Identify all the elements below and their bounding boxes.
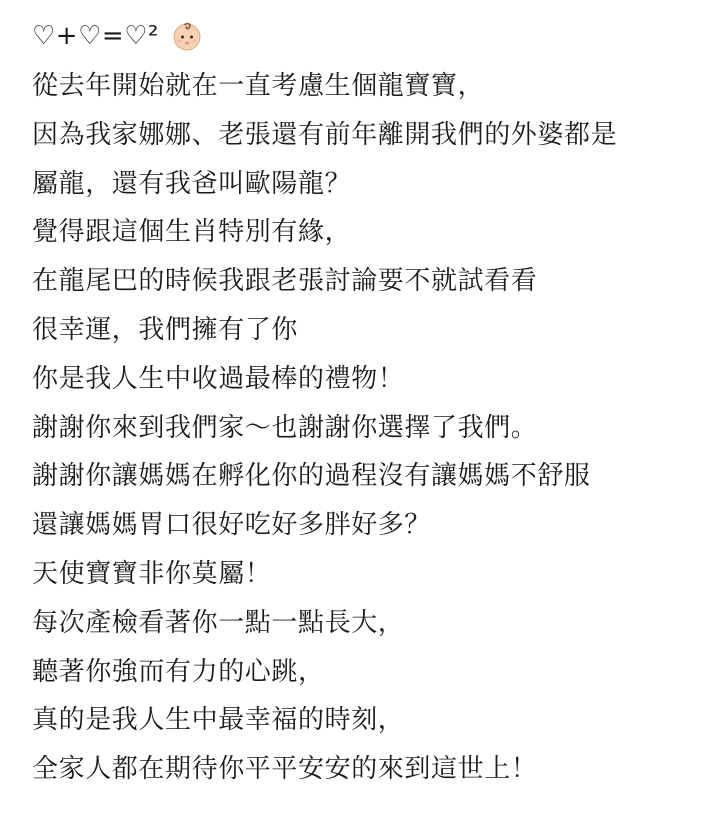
- post-line-11: 天使寶寶非你莫屬！: [32, 558, 272, 589]
- post-line-4: 覺得跟這個生肖特別有緣，: [32, 217, 352, 248]
- post-line-8: 謝謝你來到我們家～也謝謝你選擇了我們。: [32, 412, 538, 443]
- post-body: [32, 10, 702, 794]
- post-line-1: 從去年開始就在一直考慮生個龍寶寶，: [32, 71, 485, 101]
- post-line-9: 謝謝你讓媽媽在孵化你的過程沒有讓媽媽不舒服: [32, 461, 591, 492]
- baby-face-icon: [171, 20, 203, 52]
- post-title: ♡+♡=♡²: [32, 21, 159, 51]
- post-title-row: [32, 10, 702, 62]
- post-line-10: 還讓媽媽胃口很好吃好多胖好多？: [32, 510, 432, 541]
- post-line-14: 真的是我人生中最幸福的時刻，: [32, 705, 405, 736]
- post-line-7: 你是我人生中收過最棒的禮物！: [32, 363, 405, 394]
- post-line-15: 全家人都在期待你平平安安的來到這世上！: [32, 754, 538, 785]
- post-line-3: 屬龍，還有我爸叫歐陽龍？: [32, 168, 352, 199]
- post-line-13: 聽著你強而有力的心跳，: [32, 656, 325, 687]
- post-line-5: 在龍尾巴的時候我跟老張討論要不就試看看: [32, 266, 538, 297]
- post-line-6: 很幸運，我們擁有了你: [32, 314, 299, 345]
- post-line-12: 每次產檢看著你一點一點長大，: [32, 607, 405, 638]
- post-line-2: 因為我家娜娜、老張還有前年離開我們的外婆都是: [32, 119, 618, 150]
